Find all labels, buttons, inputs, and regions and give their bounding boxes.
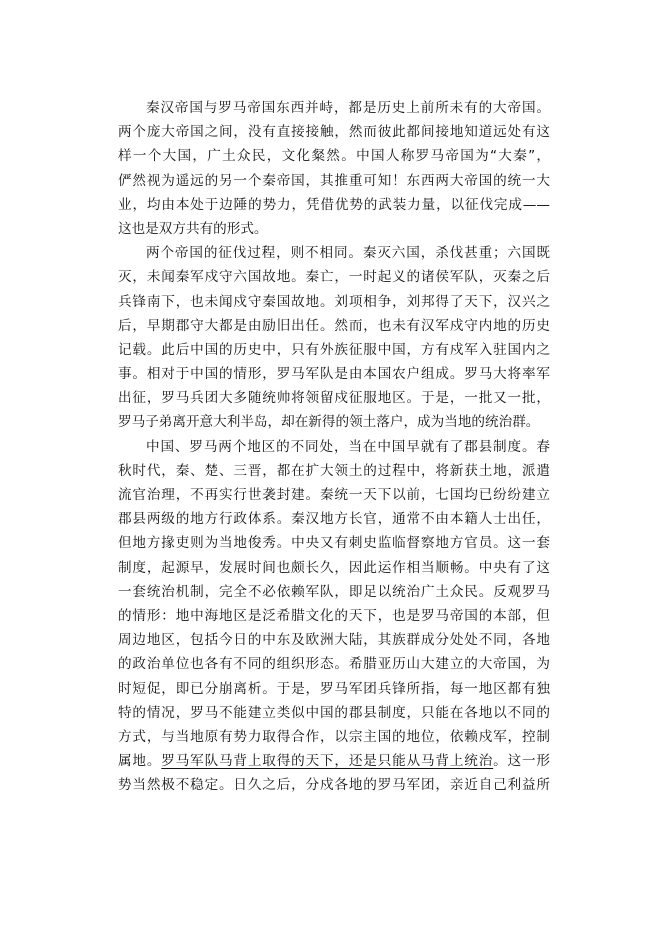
paragraph-line: 业，均由本处于边陲的势力，凭借优势的武装力量，以征伐完成—— [118, 196, 550, 213]
paragraph-line: 的情形：地中海地区是泛希腊文化的天下，也是罗马帝国的本部，但 [118, 607, 550, 624]
paragraph-line: 方式，与当地原有势力取得合作，以宗主国的地位，依赖戍军，控制 [118, 728, 550, 745]
paragraph-line: 周边地区，包括今日的中东及欧洲大陆，其族群成分处处不同，各地 [118, 632, 550, 649]
paragraph-line: 这也是双方共有的形式。 [118, 220, 268, 237]
paragraph-line: 时短促，即已分崩离析。于是，罗马军团兵锋所指，每一地区都有独 [118, 680, 550, 697]
paragraph-line: 罗马子弟离开意大利半岛，却在新得的领土落户，成为当地的统治群。 [118, 414, 540, 431]
line-suffix: 。这一形 [493, 753, 551, 770]
paragraph-line: 势当然极不稳定。日久之后，分戍各地的罗马军团，亲近自己利益所 [118, 777, 550, 794]
underlined-paragraph-line [118, 749, 550, 773]
line-prefix: 属地。 [118, 753, 162, 770]
paragraph-line: 后，早期郡守大都是由励旧出任。然而，也未有汉军戍守内地的历史 [118, 317, 550, 334]
paragraph-line: 郡县两级的地方行政体系。秦汉地方长官，通常不由本籍人士出任， [118, 511, 550, 528]
paragraph-line: 俨然视为遥远的另一个秦帝国，其推重可知！东西两大帝国的统一大 [118, 172, 550, 189]
paragraph-line: 两个帝国的征伐过程，则不相同。秦灭六国，杀伐甚重；六国既 [146, 245, 550, 262]
paragraph-line: 中国、罗马两个地区的不同处，当在中国早就有了郡县制度。春 [146, 438, 550, 455]
paragraph-line: 秦汉帝国与罗马帝国东西并峙，都是历史上前所未有的大帝国。 [146, 100, 550, 116]
paragraph-line: 秋时代，秦、楚、三晋，都在扩大领土的过程中，将新获土地，派遣 [118, 462, 550, 479]
paragraph-line: 两个庞大帝国之间，没有直接接触，然而彼此都间接地知道远处有这 [118, 124, 550, 141]
paragraph-line: 流官治理，不再实行世袭封建。秦统一天下以前，七国均已纷纷建立 [118, 487, 550, 503]
paragraph-line: 事。相对于中国的情形，罗马军队是由本国农户组成。罗马大将率军 [118, 366, 550, 383]
body-text [118, 96, 550, 797]
paragraph-line: 但地方掾吏则为当地俊秀。中央又有刺史监临督察地方官员。这一套 [118, 535, 550, 552]
paragraph-line: 出征，罗马兵团大多随统帅将领留戍征服地区。于是，一批又一批， [118, 390, 550, 407]
paragraph-line: 制度，起源早，发展时间也颇长久，因此运作相当顺畅。中央有了这 [118, 559, 550, 576]
paragraph-line: 样一个大国，广土众民，文化粲然。中国人称罗马帝国为“大秦”， [118, 148, 550, 165]
paragraph-line: 记载。此后中国的历史中，只有外族征服中国，方有戍军入驻国内之 [118, 341, 550, 358]
paragraph-line: 灭，未闻秦军戍守六国故地。秦亡，一时起义的诸侯军队，灭秦之后 [118, 269, 550, 286]
underlined-quote: 罗马军队马背上取得的天下，还是只能从马背上统治 [161, 753, 494, 770]
paragraph-line: 兵锋南下，也未闻戍守秦国故地。刘项相争，刘邦得了天下，汉兴之 [118, 293, 550, 310]
paragraph-line: 一套统治机制，完全不必依赖军队，即足以统治广土众民。反观罗马 [118, 583, 550, 600]
paragraph-line: 的政治单位也各有不同的组织形态。希腊亚历山大建立的大帝国，为 [118, 656, 550, 673]
paragraph-line: 特的情况，罗马不能建立类似中国的郡县制度，只能在各地以不同的 [118, 704, 550, 721]
